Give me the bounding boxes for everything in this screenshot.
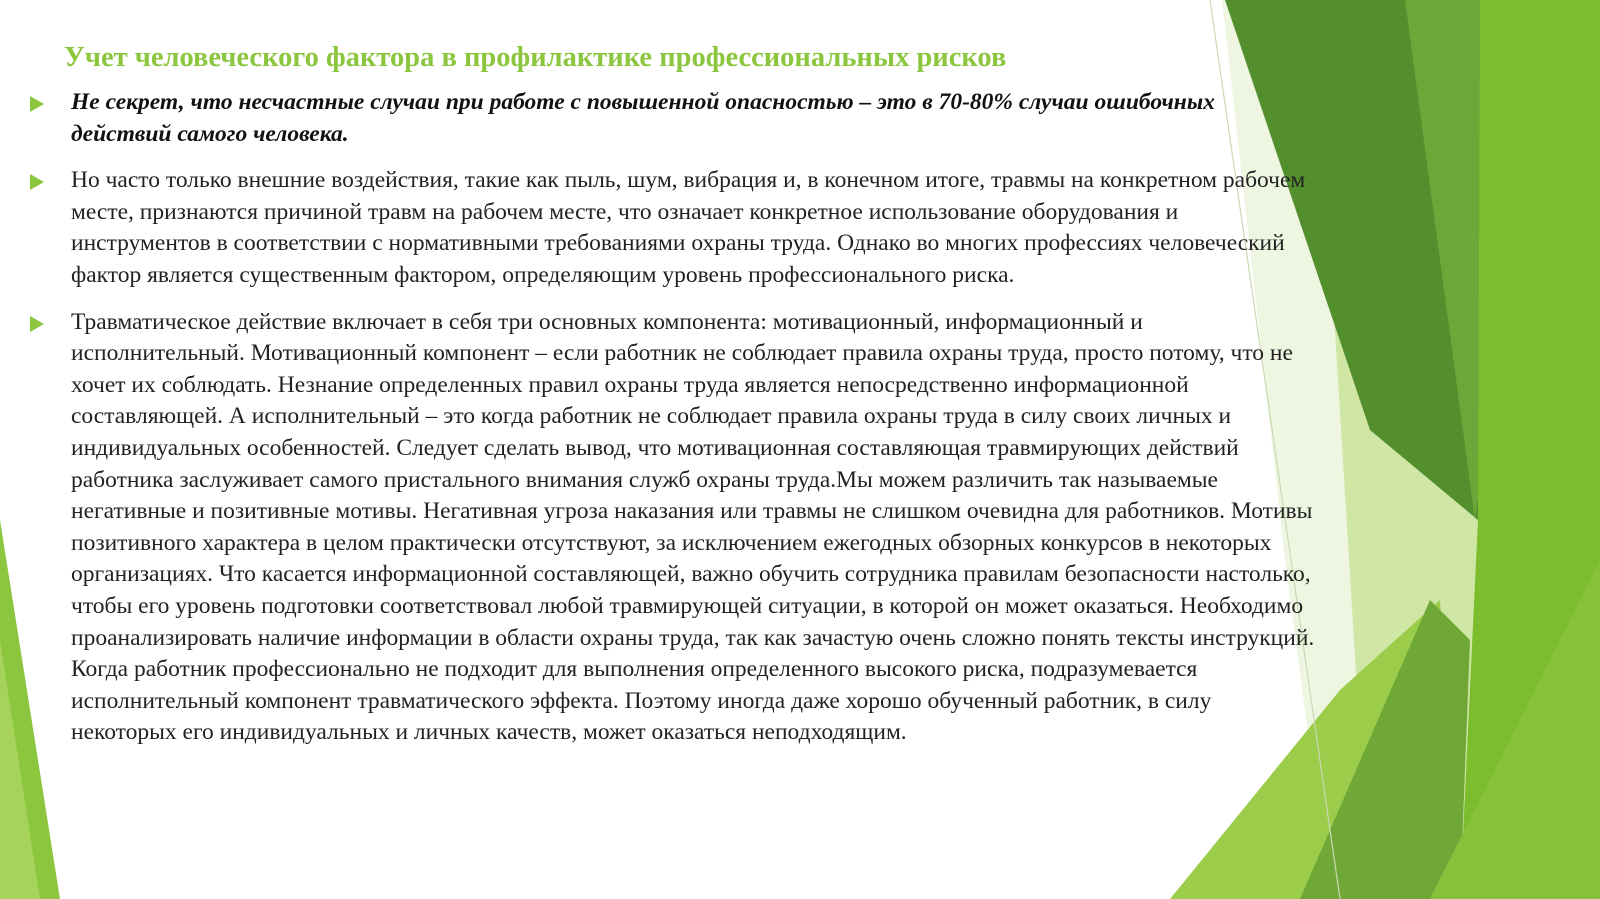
slide-title: Учет человеческого фактора в профилактике профессиональных рисков — [64, 42, 1007, 73]
triangle-bullet-icon — [30, 96, 44, 112]
bullet-text: Травматическое действие включает в себя три основных компонента: мотивационный, информационный и исполнительный. Мотивационный компонент – если работник не соблюдает правила охраны труда, просто потому, что не хочет их соблюдать. Незнание определенных правил охраны труда является непосредственно информационной составляющей. А исполнительный – это когда работник не соблюдает правила охраны труда в силу своих личных и индивидуальных особенностей. Следует сделать вывод, что мотивационная составляющая травмирующих действий работника заслуживает самого пристального внимания служб охраны труда.Мы можем различить так называемые негативные и позитивные мотивы. Негативная угроза наказания или травмы не слишком очевидна для работников. Мотивы позитивного характера в целом практически отсутствуют, за исключением ежегодных обзорных конкурсов в некоторых организациях. Что касается информационной составляющей, важно обучить сотрудника правилам безопасности настолько, чтобы его уровень подготовки соответствовал любой травмирующей ситуации, в которой он может оказаться. Необходимо проанализировать наличие информации в области охраны труда, так как зачастую очень сложно понять тексты инструкций. Когда работник профессионально не подходит для выполнения определенного высокого риска, подразумевается исполнительный компонент травматического эффекта. Поэтому иногда даже хорошо обученный работник, в силу некоторых его индивидуальных и личных качеств, может оказаться неподходящим. — [71, 308, 1315, 746]
bullet-item-2 — [30, 165, 1320, 291]
bullet-item-3 — [30, 307, 1320, 749]
bullet-item-1 — [30, 87, 1320, 150]
bullet-text: Не секрет, что несчастные случаи при работе с повышенной опасностью – это в 70-80% случаи ошибочных действий самого человека. — [71, 89, 1215, 147]
triangle-bullet-icon — [30, 174, 44, 190]
bullet-list — [30, 87, 1320, 764]
bullet-text: Но часто только внешние воздействия, такие как пыль, шум, вибрация и, в конечном итоге, травмы на конкретном рабочем месте, признаются причиной травм на рабочем месте, что означает конкретное использование оборудования и инструментов в соответствии с нормативными требованиями охраны труда. Однако во многих профессиях человеческий фактор является существенным фактором, определяющим уровень профессионального риска. — [71, 167, 1306, 288]
triangle-bullet-icon — [30, 316, 44, 332]
